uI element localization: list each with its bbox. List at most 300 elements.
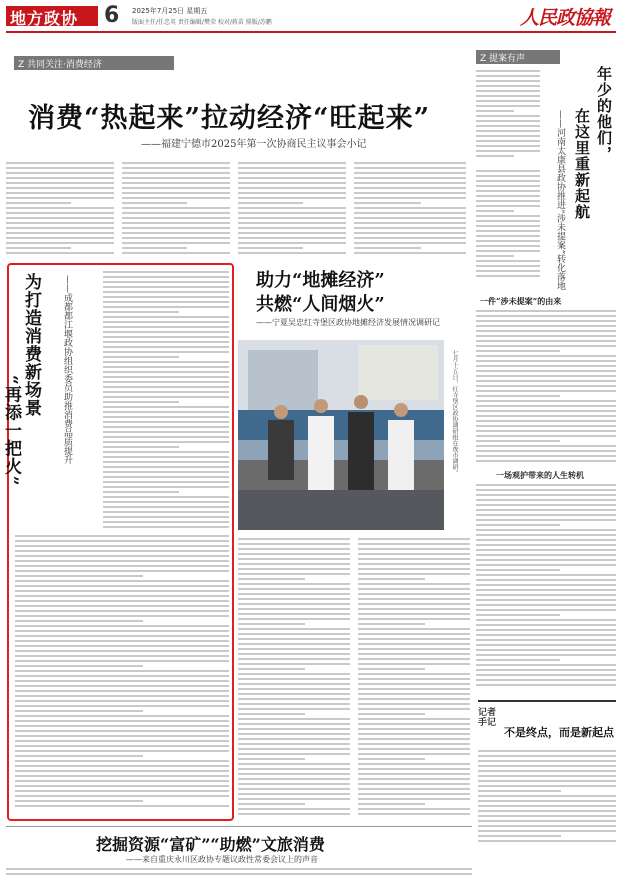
text-line xyxy=(476,225,540,227)
text-line xyxy=(476,584,616,586)
text-line xyxy=(15,780,229,782)
text-line xyxy=(238,598,350,600)
section-tag: Z 提案有声 xyxy=(480,54,526,64)
text-line xyxy=(238,758,305,760)
text-line xyxy=(15,690,229,692)
culture-rule xyxy=(6,826,472,827)
text-line xyxy=(15,800,143,802)
section-heading-2: 一场观护带来的人生转机 xyxy=(496,470,584,480)
text-line xyxy=(358,588,470,590)
text-line xyxy=(103,496,229,498)
text-line xyxy=(358,653,470,655)
text-line xyxy=(476,140,540,142)
text-line xyxy=(478,775,616,777)
text-line xyxy=(15,665,143,667)
text-line xyxy=(358,808,470,810)
text-line xyxy=(238,628,350,630)
boxed-feature xyxy=(1,263,234,821)
text-line xyxy=(476,130,540,132)
text-line xyxy=(103,371,229,373)
text-line xyxy=(6,873,472,875)
text-line xyxy=(476,415,616,417)
text-line xyxy=(103,326,229,328)
text-line xyxy=(103,461,229,463)
text-line xyxy=(238,783,350,785)
text-line xyxy=(15,655,229,657)
text-line xyxy=(6,192,114,194)
text-line xyxy=(358,563,470,565)
text-line xyxy=(122,227,230,229)
text-line xyxy=(238,558,350,560)
text-line xyxy=(476,175,540,177)
text-line xyxy=(358,763,470,765)
text-line xyxy=(478,790,561,792)
text-line xyxy=(354,232,466,234)
text-line xyxy=(122,162,230,164)
text-line xyxy=(15,585,229,587)
text-line xyxy=(476,405,616,407)
text-line xyxy=(358,813,470,815)
editor-note-text xyxy=(478,750,616,845)
text-line xyxy=(103,386,229,388)
text-line xyxy=(476,604,616,606)
text-line xyxy=(15,795,229,797)
text-line xyxy=(122,197,230,199)
text-line xyxy=(6,252,114,254)
text-line xyxy=(238,658,350,660)
text-line xyxy=(238,548,350,550)
editor-note-label: 记者手记 xyxy=(478,708,497,728)
text-line xyxy=(103,446,179,448)
night-market-photo xyxy=(238,340,444,530)
text-line xyxy=(476,115,540,117)
text-line xyxy=(122,177,230,179)
text-line xyxy=(476,420,616,422)
text-line xyxy=(476,345,616,347)
text-line xyxy=(15,575,143,577)
text-line xyxy=(476,529,616,531)
text-line xyxy=(354,242,466,244)
text-line xyxy=(238,738,350,740)
text-line xyxy=(15,755,143,757)
text-line xyxy=(354,237,466,239)
masthead xyxy=(0,0,622,30)
text-line xyxy=(358,688,470,690)
text-line xyxy=(358,693,470,695)
text-line xyxy=(103,476,229,478)
text-line xyxy=(15,580,229,582)
text-line xyxy=(103,406,229,408)
text-line xyxy=(476,220,540,222)
text-line xyxy=(476,569,560,571)
text-line xyxy=(476,385,616,387)
text-line xyxy=(103,276,229,278)
text-line xyxy=(6,237,114,239)
text-line xyxy=(238,808,350,810)
text-line xyxy=(15,695,229,697)
text-line xyxy=(103,311,179,313)
text-line xyxy=(358,673,470,675)
boxed-body-bottom xyxy=(15,535,229,810)
text-line xyxy=(15,750,229,752)
text-line xyxy=(6,868,472,870)
text-line xyxy=(238,232,346,234)
text-line xyxy=(476,205,540,207)
text-line xyxy=(103,316,229,318)
text-line xyxy=(103,526,229,528)
text-line xyxy=(238,192,346,194)
text-line xyxy=(358,658,470,660)
text-line xyxy=(238,217,346,219)
editor-note-box xyxy=(478,700,616,850)
text-line xyxy=(103,416,229,418)
text-line xyxy=(103,521,229,523)
text-line xyxy=(476,554,616,556)
text-line xyxy=(478,815,616,817)
text-line xyxy=(238,698,350,700)
text-line xyxy=(476,624,616,626)
text-line xyxy=(15,560,229,562)
culture-feature xyxy=(6,826,472,878)
text-line xyxy=(476,235,540,237)
text-line xyxy=(476,514,616,516)
text-line xyxy=(358,573,470,575)
text-line xyxy=(476,185,540,187)
text-line xyxy=(6,227,114,229)
text-line xyxy=(358,783,470,785)
text-line xyxy=(476,240,540,242)
text-line xyxy=(476,100,540,102)
main-subhead: ——福建宁德市2025年第一次协商民主议事会小记 xyxy=(141,139,367,150)
text-line xyxy=(476,330,616,332)
text-line xyxy=(358,568,470,570)
text-line xyxy=(476,579,616,581)
text-line xyxy=(476,539,616,541)
text-line xyxy=(476,629,616,631)
text-line xyxy=(476,85,540,87)
text-line xyxy=(358,733,470,735)
staff-line: 版面主任/任忠英 责任编辑/樊荣 校对/蒋苗 排版/苏鹏 xyxy=(132,19,272,26)
text-line xyxy=(358,598,470,600)
text-line xyxy=(358,748,470,750)
text-line xyxy=(15,620,143,622)
text-line xyxy=(354,182,466,184)
text-line xyxy=(15,760,229,762)
text-line xyxy=(354,207,466,209)
text-line xyxy=(476,519,616,521)
text-line xyxy=(476,125,540,127)
text-line xyxy=(15,725,229,727)
text-line xyxy=(476,534,616,536)
text-line xyxy=(6,212,114,214)
text-line xyxy=(476,574,616,576)
text-line xyxy=(122,217,230,219)
proposal-column xyxy=(476,38,618,850)
proposal-headline-2: 在这里重新起航 xyxy=(573,108,591,220)
text-line xyxy=(238,162,346,164)
text-line xyxy=(122,202,187,204)
text-line xyxy=(103,421,229,423)
text-line xyxy=(103,306,229,308)
text-line xyxy=(15,765,229,767)
text-line xyxy=(238,763,350,765)
text-line xyxy=(15,670,229,672)
text-line xyxy=(238,748,350,750)
body-text-col-4 xyxy=(354,162,466,257)
text-line xyxy=(238,668,305,670)
text-line xyxy=(15,700,229,702)
body-text-col-1 xyxy=(6,162,114,257)
text-line xyxy=(354,252,466,254)
text-line xyxy=(476,395,560,397)
text-line xyxy=(15,730,229,732)
text-line xyxy=(15,645,229,647)
text-line xyxy=(476,105,540,107)
text-line xyxy=(238,222,346,224)
text-line xyxy=(476,145,540,147)
section-tag: Z 共同关注·消费经济 xyxy=(18,60,102,70)
text-line xyxy=(476,215,540,217)
text-line xyxy=(354,172,466,174)
text-line xyxy=(358,593,470,595)
text-line xyxy=(6,162,114,164)
text-line xyxy=(103,451,229,453)
text-line xyxy=(476,170,540,172)
text-line xyxy=(103,391,229,393)
text-line xyxy=(238,713,305,715)
boxed-headline-2: “再添一把火” xyxy=(1,375,21,487)
text-line xyxy=(103,331,229,333)
text-line xyxy=(122,182,230,184)
text-line xyxy=(15,785,229,787)
text-line xyxy=(476,355,616,357)
text-line xyxy=(478,820,616,822)
text-line xyxy=(354,192,466,194)
text-line xyxy=(476,380,616,382)
text-line xyxy=(476,180,540,182)
text-line xyxy=(358,683,470,685)
text-line xyxy=(238,247,303,249)
text-line xyxy=(238,653,350,655)
text-line xyxy=(476,654,616,656)
text-line xyxy=(476,340,616,342)
text-line xyxy=(476,255,514,257)
text-line xyxy=(476,489,616,491)
text-line xyxy=(238,538,350,540)
text-line xyxy=(15,705,229,707)
text-line xyxy=(103,481,229,483)
text-line xyxy=(238,733,350,735)
text-line xyxy=(358,663,470,665)
text-line xyxy=(238,753,350,755)
text-line xyxy=(238,197,346,199)
text-line xyxy=(358,718,470,720)
text-line xyxy=(354,217,466,219)
text-line xyxy=(15,675,229,677)
text-line xyxy=(103,291,229,293)
text-line xyxy=(476,425,616,427)
text-line xyxy=(103,376,229,378)
text-line xyxy=(358,558,470,560)
text-line xyxy=(358,553,470,555)
text-line xyxy=(238,212,346,214)
text-line xyxy=(476,260,540,262)
text-line xyxy=(15,605,229,607)
text-line xyxy=(238,673,350,675)
text-line xyxy=(15,775,229,777)
night-market-headline-1: 助力“地摊经济” xyxy=(256,270,385,291)
text-line xyxy=(103,396,229,398)
text-line xyxy=(478,810,616,812)
text-line xyxy=(103,401,179,403)
text-line xyxy=(476,594,616,596)
text-line xyxy=(478,805,616,807)
text-line xyxy=(238,798,350,800)
text-line xyxy=(122,247,187,249)
text-line xyxy=(476,524,560,526)
text-line xyxy=(476,370,616,372)
text-line xyxy=(15,735,229,737)
text-line xyxy=(354,247,421,249)
text-line xyxy=(15,570,229,572)
text-line xyxy=(476,634,616,636)
text-line xyxy=(476,679,616,681)
text-line xyxy=(103,286,229,288)
text-line xyxy=(238,187,346,189)
text-line xyxy=(15,805,229,807)
text-line xyxy=(15,590,229,592)
text-line xyxy=(15,565,229,567)
photo-caption: 七月十五日，红寺堡区政协调研组在夜市调研。 xyxy=(451,350,458,476)
text-line xyxy=(476,664,616,666)
text-line xyxy=(238,768,350,770)
text-line xyxy=(476,80,540,82)
text-line xyxy=(238,703,350,705)
text-line xyxy=(15,710,143,712)
editor-note-headline: 不是终点，而是新起点 xyxy=(504,726,614,739)
text-line xyxy=(15,550,229,552)
text-line xyxy=(358,713,425,715)
text-line xyxy=(238,172,346,174)
text-line xyxy=(238,563,350,565)
text-line xyxy=(476,70,540,72)
text-line xyxy=(238,613,350,615)
text-line xyxy=(122,252,230,254)
text-line xyxy=(476,400,616,402)
text-line xyxy=(478,755,616,757)
text-line xyxy=(103,511,229,513)
text-line xyxy=(476,619,616,621)
text-line xyxy=(358,618,470,620)
text-line xyxy=(476,320,616,322)
text-line xyxy=(478,830,616,832)
main-headline: 消费“热起来”拉动经济“旺起来” xyxy=(28,103,431,134)
text-line xyxy=(476,589,616,591)
text-line xyxy=(476,245,540,247)
culture-subhead: ——来自重庆永川区政协专题议政性常委会议上的声音 xyxy=(126,855,318,864)
text-line xyxy=(103,351,229,353)
text-line xyxy=(15,740,229,742)
text-line xyxy=(476,614,560,616)
text-line xyxy=(478,770,616,772)
text-line xyxy=(238,723,350,725)
text-line xyxy=(122,187,230,189)
text-line xyxy=(238,182,346,184)
text-line xyxy=(6,232,114,234)
text-line xyxy=(238,648,350,650)
text-line xyxy=(122,167,230,169)
text-line xyxy=(15,630,229,632)
text-line xyxy=(238,593,350,595)
text-line xyxy=(358,603,470,605)
text-line xyxy=(476,430,616,432)
text-line xyxy=(103,466,229,468)
text-line xyxy=(15,545,229,547)
text-line xyxy=(478,785,616,787)
text-line xyxy=(476,195,540,197)
text-line xyxy=(476,325,616,327)
body-text-col-2 xyxy=(122,162,230,257)
text-line xyxy=(238,207,346,209)
text-line xyxy=(354,212,466,214)
text-line xyxy=(478,825,616,827)
text-line xyxy=(238,683,350,685)
text-line xyxy=(15,635,229,637)
section-title: 地方政协 xyxy=(10,9,79,28)
text-line xyxy=(358,608,470,610)
text-line xyxy=(358,803,425,805)
text-line xyxy=(354,222,466,224)
text-line xyxy=(476,120,540,122)
text-line xyxy=(238,608,350,610)
text-line xyxy=(478,760,616,762)
text-line xyxy=(358,638,470,640)
night-market-body-col-2 xyxy=(358,538,470,818)
text-line xyxy=(358,583,470,585)
text-line xyxy=(476,494,616,496)
text-line xyxy=(238,252,346,254)
text-line xyxy=(122,207,230,209)
text-line xyxy=(476,390,616,392)
text-line xyxy=(238,778,350,780)
text-line xyxy=(358,753,470,755)
text-line xyxy=(122,237,230,239)
text-line xyxy=(122,192,230,194)
proposal-subhead: ——河南太康县政协推进“涉未提案”转化落地 xyxy=(555,110,565,291)
text-line xyxy=(476,90,540,92)
text-line xyxy=(103,366,229,368)
text-line xyxy=(238,242,346,244)
text-line xyxy=(476,674,616,676)
body-text-bottom xyxy=(476,484,616,689)
text-line xyxy=(476,230,540,232)
text-line xyxy=(358,773,470,775)
text-line xyxy=(238,603,350,605)
text-line xyxy=(238,553,350,555)
text-line xyxy=(103,436,229,438)
text-line xyxy=(476,410,616,412)
header-rule xyxy=(6,31,616,33)
section-heading-1: 一件“涉未提案”的由来 xyxy=(480,296,562,306)
text-line xyxy=(358,788,470,790)
text-line xyxy=(238,743,350,745)
text-line xyxy=(358,768,470,770)
text-line xyxy=(476,110,514,112)
text-line xyxy=(15,680,229,682)
text-line xyxy=(476,200,540,202)
text-line xyxy=(122,172,230,174)
text-line xyxy=(15,770,229,772)
